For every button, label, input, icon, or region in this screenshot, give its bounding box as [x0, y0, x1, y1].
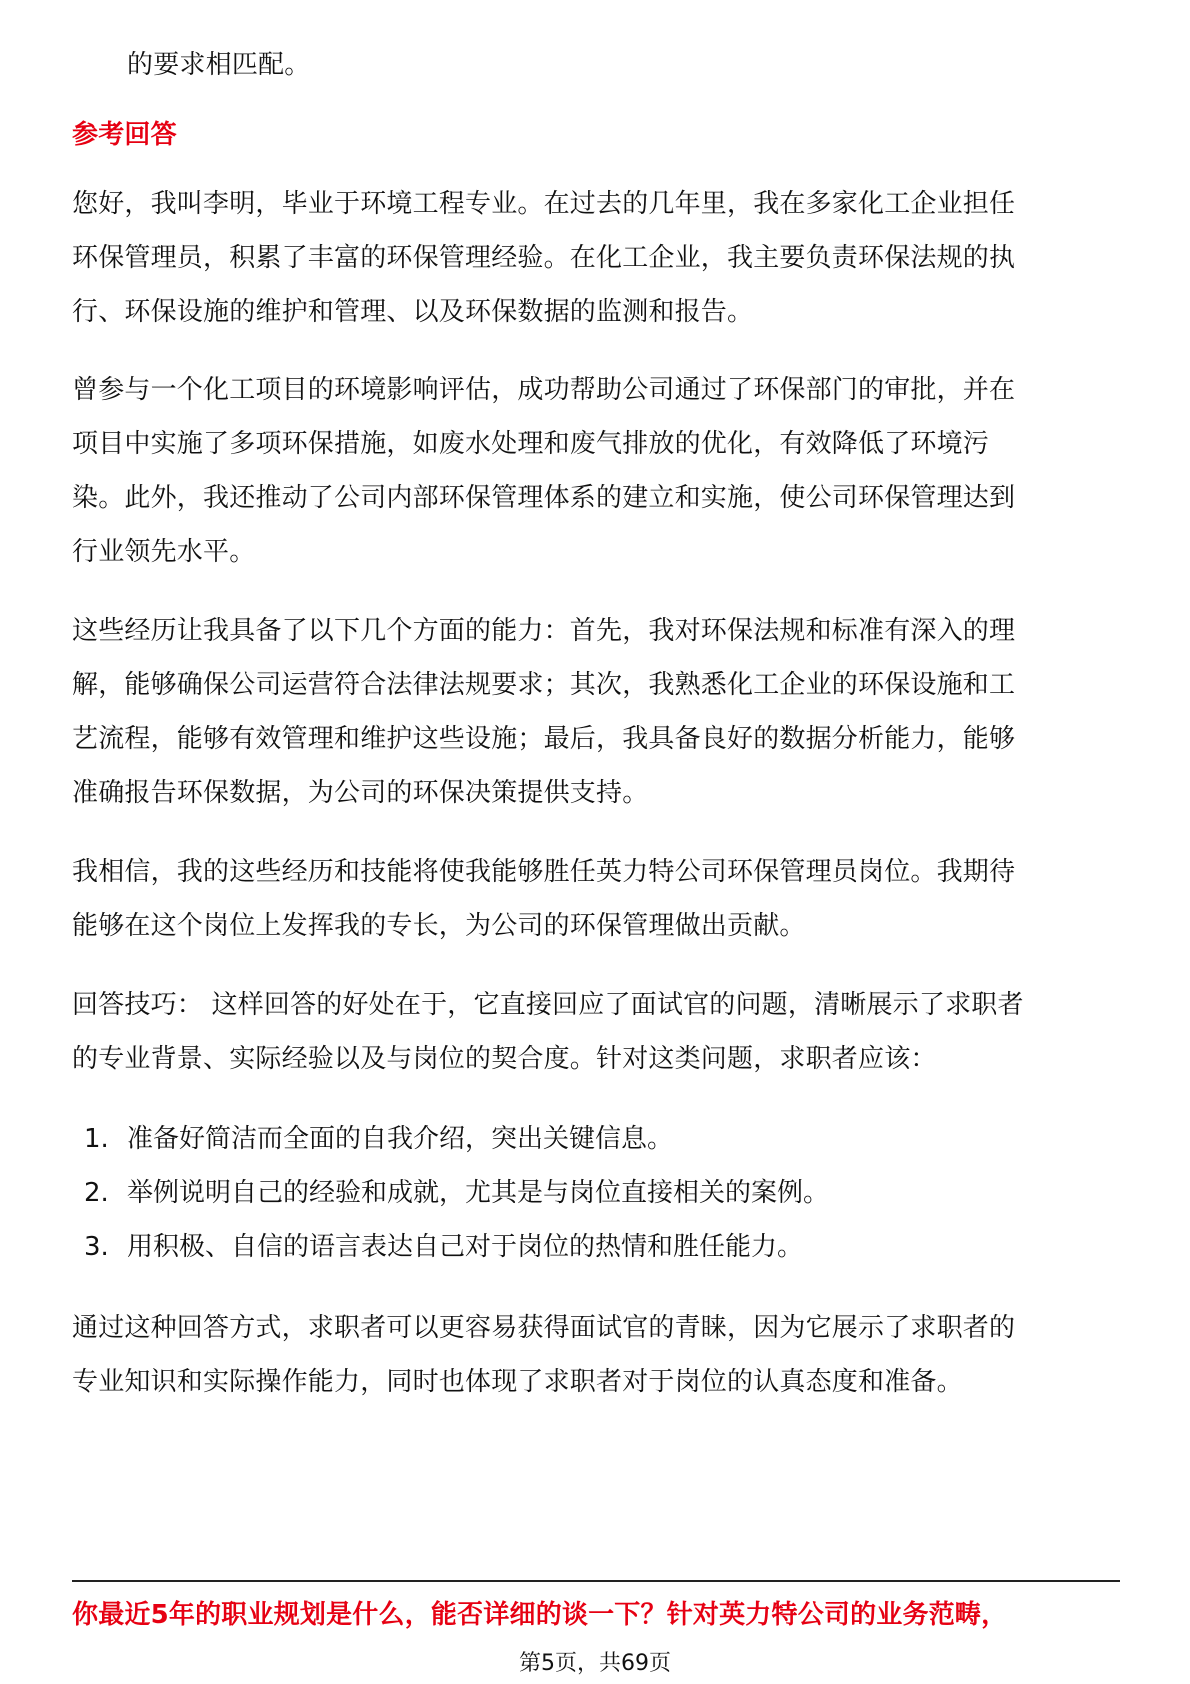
paragraph-2-line-3: 染。此外，我还推动了公司内部环保管理体系的建立和实施，使公司环保管理达到 [72, 483, 1016, 513]
paragraph-3-line-4: 准确报告环保数据，为公司的环保决策提供支持。 [72, 778, 649, 808]
paragraph-3-line-2: 解，能够确保公司运营符合法律法规要求；其次，我熟悉化工企业的环保设施和工 [72, 670, 1016, 700]
closing-line-2: 专业知识和实际操作能力，同时也体现了求职者对于岗位的认真态度和准备。 [72, 1367, 963, 1397]
paragraph-1-line-3: 行、环保设施的维护和管理、以及环保数据的监测和报告。 [72, 297, 754, 327]
paragraph-4-line-2: 能够在这个岗位上发挥我的专长，为公司的环保管理做出贡献。 [72, 911, 806, 941]
list-item: 用积极、自信的语言表达自己对于岗位的热情和胜任能力。 [127, 1232, 804, 1262]
list-item-number: 3. [84, 1232, 109, 1262]
continuation-text: 的要求相匹配。 [127, 50, 311, 80]
list-item: 举例说明自己的经验和成就，尤其是与岗位直接相关的案例。 [127, 1178, 830, 1208]
closing-line-1: 通过这种回答方式，求职者可以更容易获得面试官的青睐，因为它展示了求职者的 [72, 1313, 1016, 1343]
next-question-heading: 你最近5年的职业规划是什么，能否详细的谈一下？针对英力特公司的业务范畴， [72, 1600, 1008, 1630]
paragraph-2-line-1: 曾参与一个化工项目的环境影响评估，成功帮助公司通过了环保部门的审批，并在 [72, 375, 1016, 405]
paragraph-5-line-2: 的专业背景、实际经验以及与岗位的契合度。针对这类问题，求职者应该： [72, 1044, 937, 1074]
page-number: 第5页，共69页 [519, 1651, 671, 1676]
paragraph-5-line-1: 回答技巧： 这样回答的好处在于，它直接回应了面试官的问题，清晰展示了求职者 [72, 990, 1024, 1020]
divider [72, 1580, 1120, 1582]
list-item: 准备好简洁而全面的自我介绍，突出关键信息。 [127, 1124, 674, 1154]
paragraph-3-line-3: 艺流程，能够有效管理和维护这些设施；最后，我具备良好的数据分析能力，能够 [72, 724, 1016, 754]
paragraph-3-line-1: 这些经历让我具备了以下几个方面的能力：首先，我对环保法规和标准有深入的理 [72, 616, 1016, 646]
paragraph-4-line-1: 我相信，我的这些经历和技能将使我能够胜任英力特公司环保管理员岗位。我期待 [72, 857, 1016, 887]
paragraph-2-line-2: 项目中实施了多项环保措施，如废水处理和废气排放的优化，有效降低了环境污 [72, 429, 990, 459]
paragraph-1-line-1: 您好，我叫李明，毕业于环境工程专业。在过去的几年里，我在多家化工企业担任 [72, 189, 1016, 219]
section-heading: 参考回答 [72, 120, 177, 150]
paragraph-1-line-2: 环保管理员，积累了丰富的环保管理经验。在化工企业，我主要负责环保法规的执 [72, 243, 1016, 273]
list-item-number: 1. [84, 1124, 109, 1154]
list-item-number: 2. [84, 1178, 109, 1208]
paragraph-2-line-4: 行业领先水平。 [72, 537, 256, 567]
